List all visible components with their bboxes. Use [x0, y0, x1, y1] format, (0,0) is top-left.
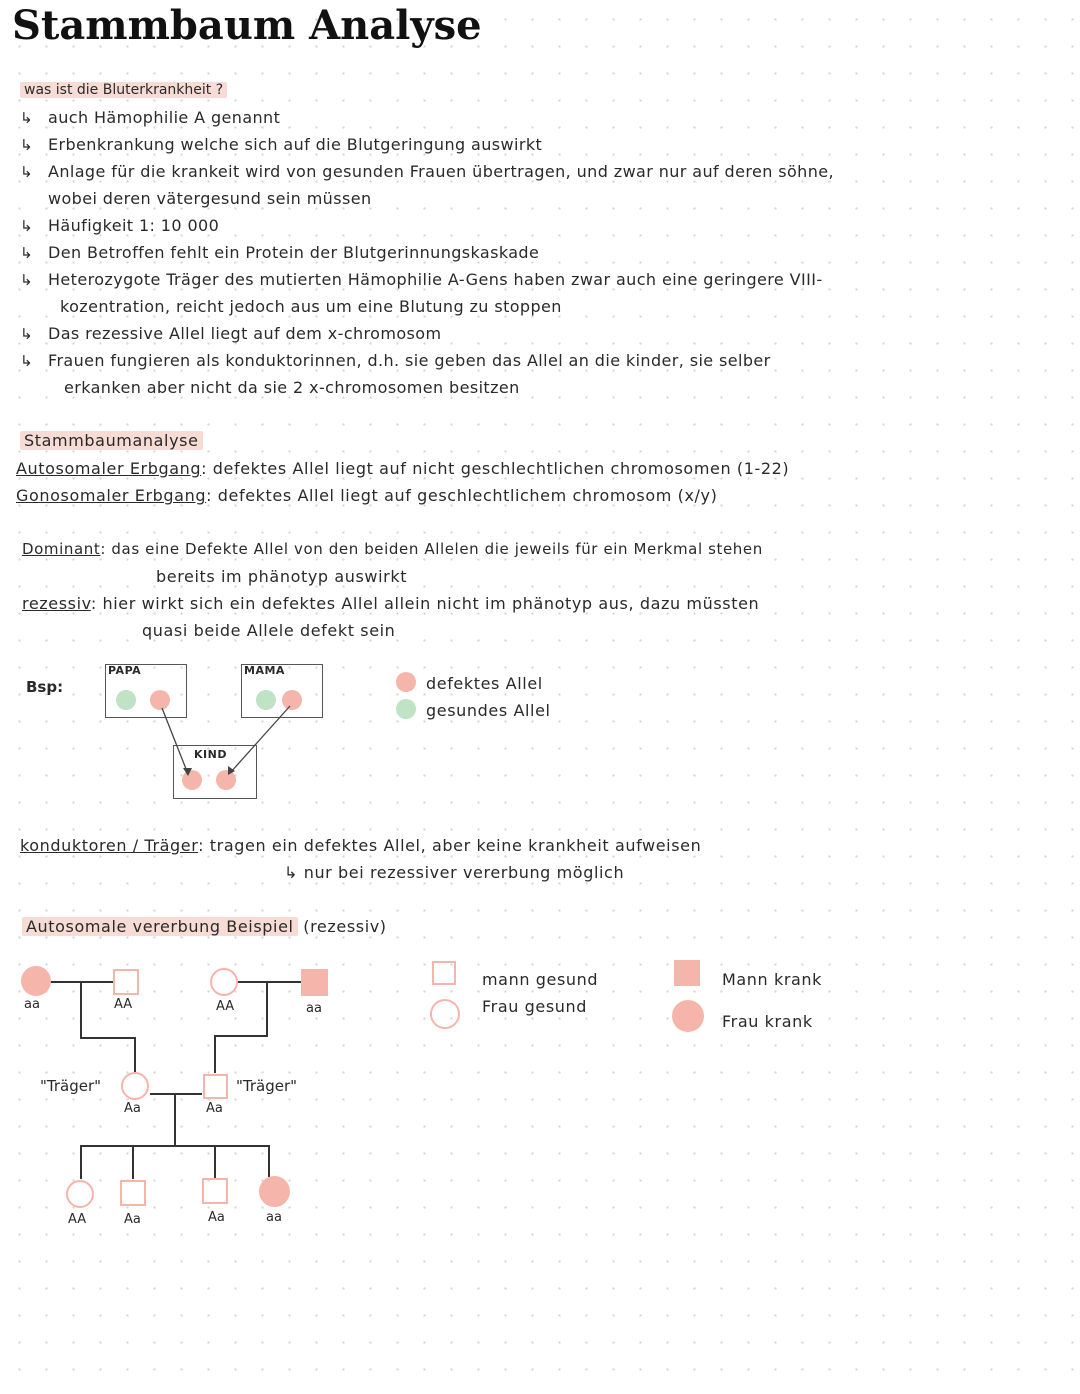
gen1-genotype-1: aa — [24, 997, 40, 1012]
dominant-definition-cont: bereits im phänotyp auswirkt — [156, 567, 408, 586]
bullet-5: ↳ Den Betroffen fehlt ein Protein der Blutgerinnungskaskade — [20, 243, 540, 262]
child-line-3 — [214, 1145, 216, 1179]
gen3-genotype-2: Aa — [124, 1212, 141, 1227]
carrier-label-left: "Träger" — [40, 1077, 102, 1095]
arrow-icon: ↳ — [20, 271, 33, 289]
dominant-definition: Dominant: das eine Defekte Allel von den beiden Allelen die jeweils für ein Merkmal stehen — [22, 540, 763, 558]
bullet-3-cont: wobei deren vätergesund sein müssen — [48, 189, 372, 208]
marriage-line-2 — [236, 981, 302, 983]
arrow-icon: ↳ — [20, 109, 33, 127]
descent-line-1 — [80, 981, 82, 1039]
legend-healthy-label: gesundes Allel — [426, 701, 551, 720]
arrow-icon: ↳ — [20, 136, 33, 154]
gen1-female-healthy — [210, 968, 238, 996]
gen1-genotype-2: AA — [114, 997, 133, 1012]
connector-line-1 — [80, 1037, 136, 1039]
gen3-male-carrier — [120, 1180, 146, 1206]
bullet-8-cont: erkanken aber nicht da sie 2 x-chromosomen besitzen — [64, 378, 520, 397]
legend-female-healthy-label: Frau gesund — [482, 997, 588, 1016]
recessive-definition: rezessiv: hier wirkt sich ein defektes Allel allein nicht im phänotyp aus, dazu müssten — [22, 594, 760, 613]
bullet-2: ↳ Erbenkrankung welche sich auf die Blutgeringung auswirkt — [20, 135, 543, 154]
legend-female-sick-icon — [672, 1000, 704, 1032]
gen1-female-sick — [21, 966, 51, 996]
legend-healthy-dot — [396, 699, 416, 719]
legend-defective-label: defektes Allel — [426, 674, 543, 693]
legend-defective-dot — [396, 672, 416, 692]
gonosomal-definition: Gonosomaler Erbgang: defektes Allel liegt auf geschlechtlichem chromosom (x/y) — [16, 486, 718, 505]
marriage-line-3 — [150, 1093, 202, 1095]
connector-line-4 — [214, 1035, 216, 1073]
gen1-genotype-4: aa — [306, 1001, 322, 1016]
connector-line-2 — [134, 1037, 136, 1073]
carrier-label-right: "Träger" — [236, 1077, 298, 1095]
kind-label: KIND — [194, 748, 227, 761]
legend-male-healthy-label: mann gesund — [482, 970, 599, 989]
bullet-4: ↳ Häufigkeit 1: 10 000 — [20, 216, 220, 235]
mama-label: MAMA — [244, 664, 285, 677]
carrier-definition: konduktoren / Träger: tragen ein defektes Allel, aber keine krankheit aufweisen — [20, 836, 702, 855]
child-line-2 — [132, 1145, 134, 1179]
page-title: Stammbaum Analyse — [12, 2, 482, 49]
pedigree-heading: Autosomale vererbung Beispiel (rezessiv) — [22, 917, 387, 936]
child-line-1 — [80, 1145, 82, 1179]
sibling-line — [80, 1145, 270, 1147]
gen3-genotype-1: AA — [68, 1212, 87, 1227]
legend-female-sick-label: Frau krank — [722, 1012, 813, 1031]
autosomal-definition: Autosomaler Erbgang: defektes Allel liegt auf nicht geschlechtlichen chromosomen (1-22) — [16, 459, 790, 478]
bullet-8: ↳ Frauen fungieren als konduktorinnen, d.h. sie geben das Allel an die kinder, sie selber — [20, 351, 771, 370]
arrow-icon: ↳ — [20, 163, 33, 181]
gen3-genotype-3: Aa — [208, 1210, 225, 1225]
legend-female-healthy-icon — [430, 999, 460, 1029]
child-line-4 — [268, 1145, 270, 1177]
connector-line-3 — [214, 1035, 268, 1037]
arrow-icon: ↳ — [20, 325, 33, 343]
descent-line-3 — [174, 1093, 176, 1147]
example-label: Bsp: — [26, 678, 64, 696]
gen1-genotype-3: AA — [216, 999, 235, 1014]
gen1-male-sick — [301, 969, 328, 996]
gen2-male-carrier — [203, 1074, 228, 1099]
recessive-definition-cont: quasi beide Allele defekt sein — [142, 621, 396, 640]
carrier-note: ↳ nur bei rezessiver vererbung möglich — [284, 863, 625, 882]
arrow-icon: ↳ — [284, 863, 304, 882]
section-heading: Stammbaumanalyse — [20, 431, 203, 450]
gen3-male-carrier-2 — [202, 1178, 228, 1204]
intro-question: was ist die Bluterkrankheit ? — [20, 82, 227, 98]
gen1-male-healthy — [113, 969, 139, 995]
gen3-female-healthy — [66, 1180, 94, 1208]
inheritance-arrows — [0, 0, 400, 820]
gen2-female-carrier — [121, 1072, 149, 1100]
arrow-icon: ↳ — [20, 352, 33, 370]
legend-male-healthy-icon — [432, 961, 456, 985]
gen2-genotype-2: Aa — [206, 1101, 223, 1116]
gen3-genotype-4: aa — [266, 1210, 282, 1225]
legend-male-sick-label: Mann krank — [722, 970, 823, 989]
arrow-icon: ↳ — [20, 217, 33, 235]
bullet-7: ↳ Das rezessive Allel liegt auf dem x-chromosom — [20, 324, 442, 343]
arrow-icon: ↳ — [20, 244, 33, 262]
gen2-genotype-1: Aa — [124, 1101, 141, 1116]
papa-label: PAPA — [108, 664, 142, 677]
legend-male-sick-icon — [674, 960, 700, 986]
descent-line-2 — [266, 981, 268, 1037]
gen3-female-sick — [259, 1176, 290, 1207]
bullet-1: ↳ auch Hämophilie A genannt — [20, 108, 281, 127]
bullet-6: ↳ Heterozygote Träger des mutierten Hämophilie A-Gens haben zwar auch eine geringere VIII- — [20, 270, 823, 289]
bullet-6-cont: kozentration, reicht jedoch aus um eine Blutung zu stoppen — [60, 297, 562, 316]
bullet-3: ↳ Anlage für die krankeit wird von gesunden Frauen übertragen, und zwar nur auf deren söhne, — [20, 162, 834, 181]
